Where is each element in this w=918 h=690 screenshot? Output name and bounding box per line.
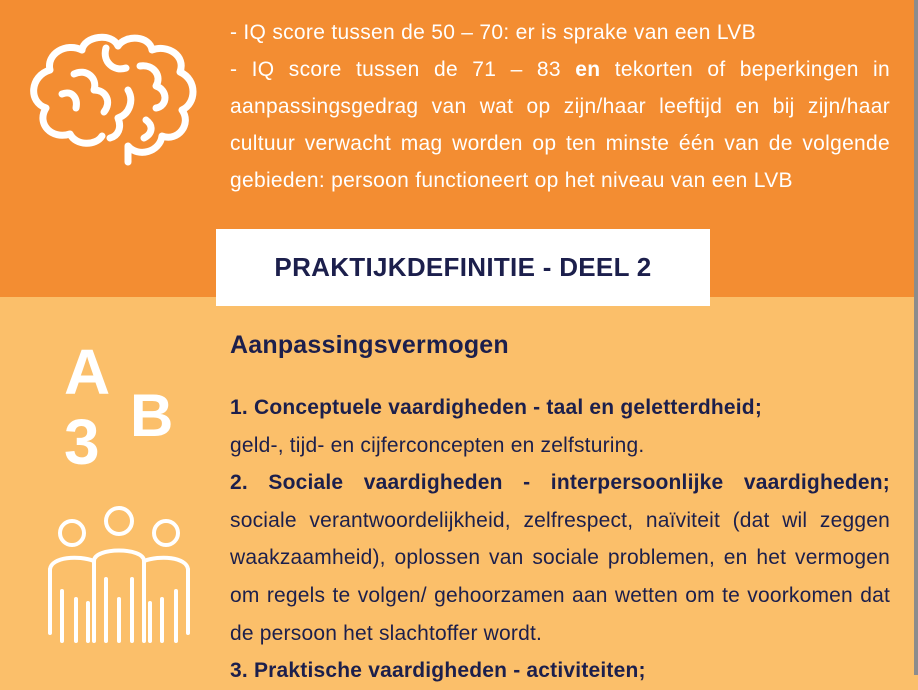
item-3-heading: 3. Praktische vaardigheden - activiteiten; (230, 659, 646, 683)
body-text (230, 326, 890, 690)
page-edge (914, 0, 918, 675)
item-1-heading: 1. Conceptuele vaardigheden - taal en geletterdheid; (230, 396, 763, 419)
iq-criteria-text (230, 14, 890, 199)
criteria-line-2: - IQ score tussen de 71 – 83 en tekorten of beperkingen in aanpassingsgedrag van wat op zijn/haar leeftijd en bij zijn/haar cultuur verwacht mag worden op ten minste één van de volgende gebieden: persoon functioneert op het niveau van een LVB (230, 58, 890, 192)
page-title: PRAKTIJKDEFINITIE - DEEL 2 (274, 252, 652, 282)
section-heading: Aanpassingsvermogen (230, 331, 509, 359)
abc-digit-3: 3 (64, 406, 100, 478)
item-1-body: geld-, tijd- en cijferconcepten en zelfsturing. (230, 433, 645, 457)
group-people-icon (44, 503, 194, 643)
abc-letter-b: B (130, 382, 174, 449)
title-box (216, 229, 710, 306)
item-2-heading: 2. Sociale vaardigheden - interpersoonlijke vaardigheden; (230, 471, 890, 495)
item-2-body: sociale verantwoordelijkheid, zelfrespect, naïviteit (dat wil zeggen waakzaamheid), oplossen van sociale problemen, en het vermogen om regels te volgen/ gehoorzamen aan wetten om te voorkomen dat de persoon het slachtoffer wordt. (230, 508, 890, 645)
abc-blocks-icon (58, 338, 188, 478)
abc-letter-a: A (64, 338, 111, 408)
brain-icon (22, 28, 204, 168)
criteria-line-1: - IQ score tussen de 50 – 70: er is sprake van een LVB (230, 21, 756, 44)
